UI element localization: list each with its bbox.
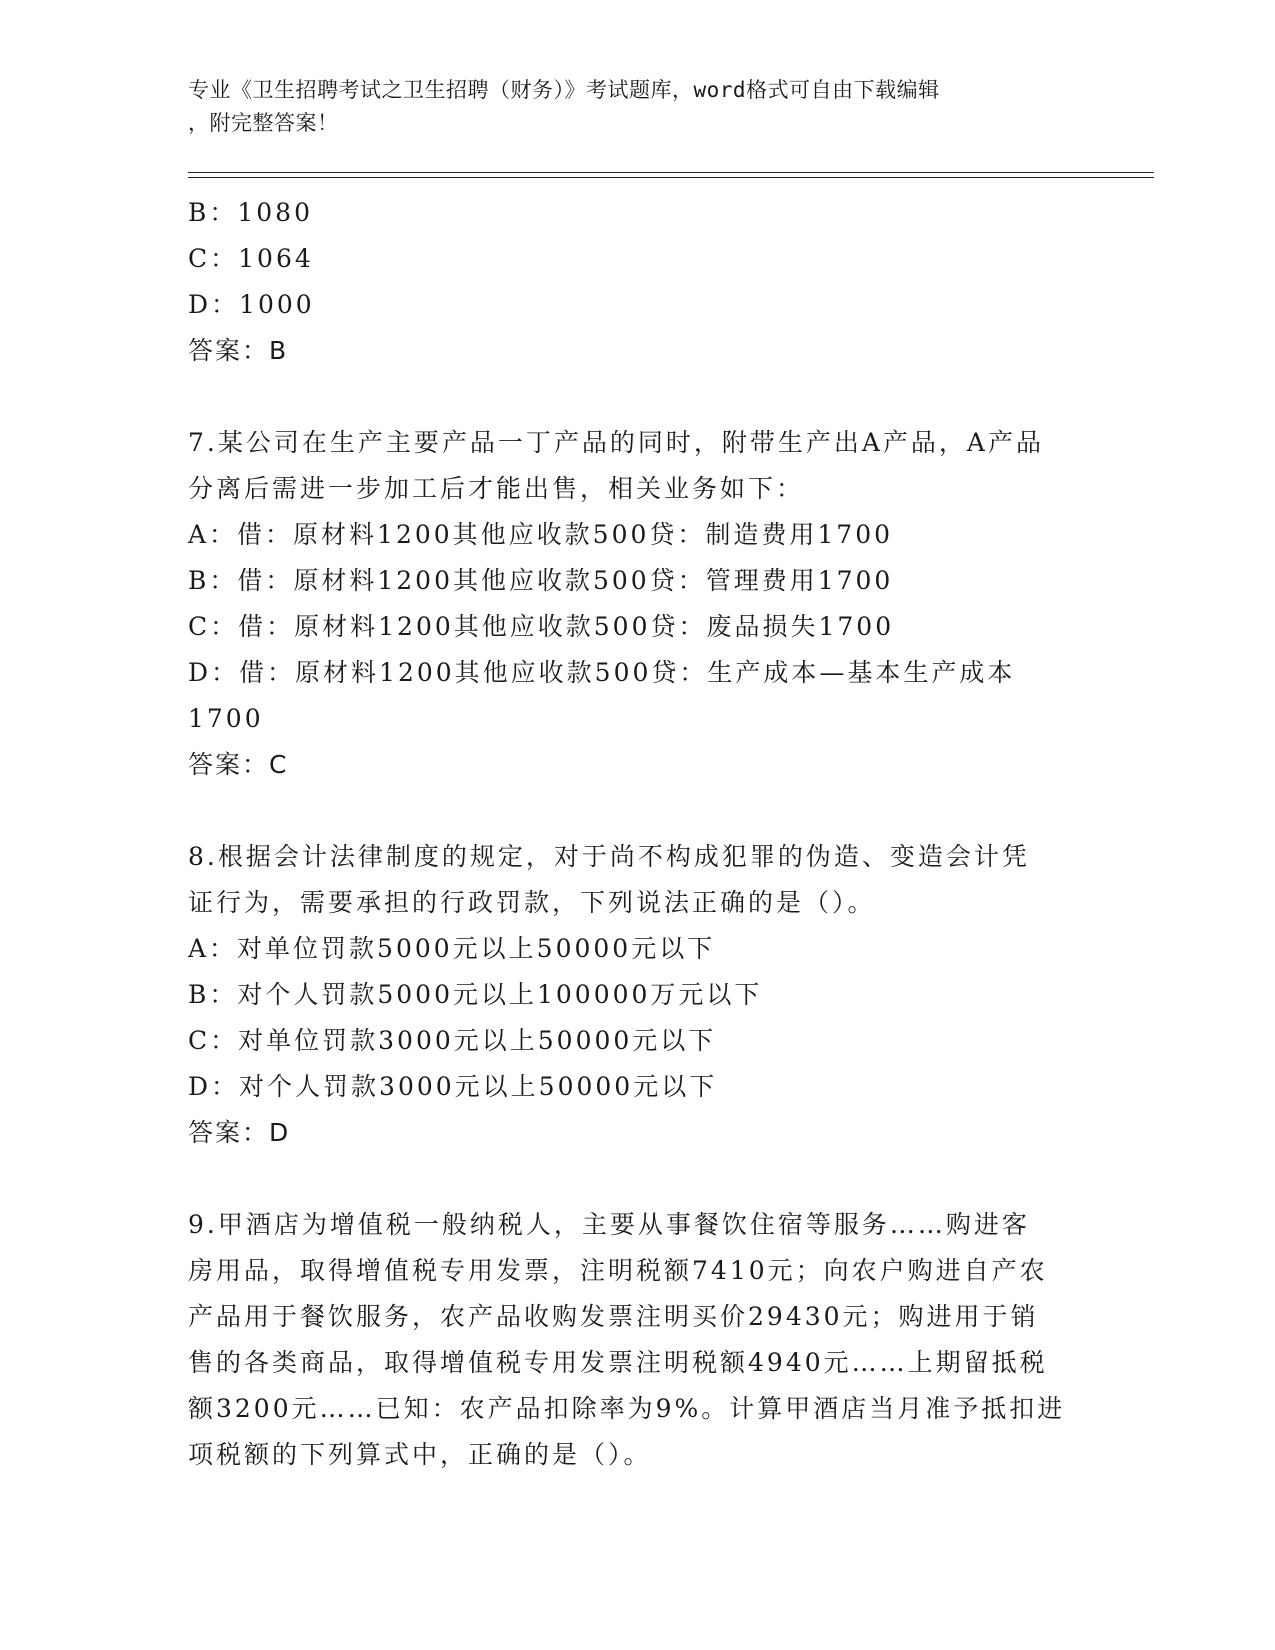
option-c: C：借：原材料1200其他应收款500贷：废品损失1700 xyxy=(188,612,895,641)
option-a: A：借：原材料1200其他应收款500贷：制造费用1700 xyxy=(188,520,894,549)
question-text: 产品用于餐饮服务，农产品收购发票注明买价29430元；购进用于销 xyxy=(188,1302,1039,1331)
option-c: C：1064 xyxy=(188,244,314,273)
question-text: 证行为，需要承担的行政罚款，下列说法正确的是（）。 xyxy=(188,888,876,917)
option-d: D：借：原材料1200其他应收款500贷：生产成本—基本生产成本 xyxy=(188,658,1016,687)
option-a: A：对单位罚款5000元以上50000元以下 xyxy=(188,934,716,963)
question-text: 7.某公司在生产主要产品一丁产品的同时，附带生产出A产品，A产品 xyxy=(188,428,1044,457)
option-b: B：借：原材料1200其他应收款500贷：管理费用1700 xyxy=(188,566,894,595)
question-6-continued xyxy=(188,190,1088,374)
answer: 答案：B xyxy=(188,336,289,365)
question-text: 分离后需进一步加工后才能出售，相关业务如下： xyxy=(188,474,805,503)
question-text: 项税额的下列算式中，正确的是（）。 xyxy=(188,1440,652,1469)
header-rule-bottom xyxy=(188,177,1154,178)
option-d-continued: 1700 xyxy=(188,704,264,733)
option-d: D：1000 xyxy=(188,290,315,319)
header-line-1: 专业《卫生招聘考试之卫生招聘（财务）》考试题库，word格式可自由下载编辑 xyxy=(188,78,940,102)
question-7 xyxy=(188,420,1088,788)
question-text: 售的各类商品，取得增值税专用发票注明税额4940元……上期留抵税 xyxy=(188,1348,1048,1377)
header-rule-top xyxy=(188,172,1154,173)
answer: 答案：D xyxy=(188,1118,291,1147)
question-text: 额3200元……已知：农产品扣除率为9%。计算甲酒店当月准予抵扣进 xyxy=(188,1394,1066,1423)
question-text: 房用品，取得增值税专用发票，注明税额7410元；向农户购进自产农 xyxy=(188,1256,1048,1285)
option-b: B：1080 xyxy=(188,198,313,227)
question-8 xyxy=(188,834,1088,1156)
option-c: C：对单位罚款3000元以上50000元以下 xyxy=(188,1026,717,1055)
option-d: D：对个人罚款3000元以上50000元以下 xyxy=(188,1072,718,1101)
option-b: B：对个人罚款5000元以上100000万元以下 xyxy=(188,980,763,1009)
question-text: 8.根据会计法律制度的规定，对于尚不构成犯罪的伪造、变造会计凭 xyxy=(188,842,1030,871)
header-line-2: ，附完整答案！ xyxy=(188,111,339,135)
answer: 答案：C xyxy=(188,750,289,779)
page-header xyxy=(188,74,1068,140)
question-9 xyxy=(188,1202,1088,1478)
question-text: 9.甲酒店为增值税一般纳税人，主要从事餐饮住宿等服务……购进客 xyxy=(188,1210,1030,1239)
page-content xyxy=(188,190,1088,1478)
